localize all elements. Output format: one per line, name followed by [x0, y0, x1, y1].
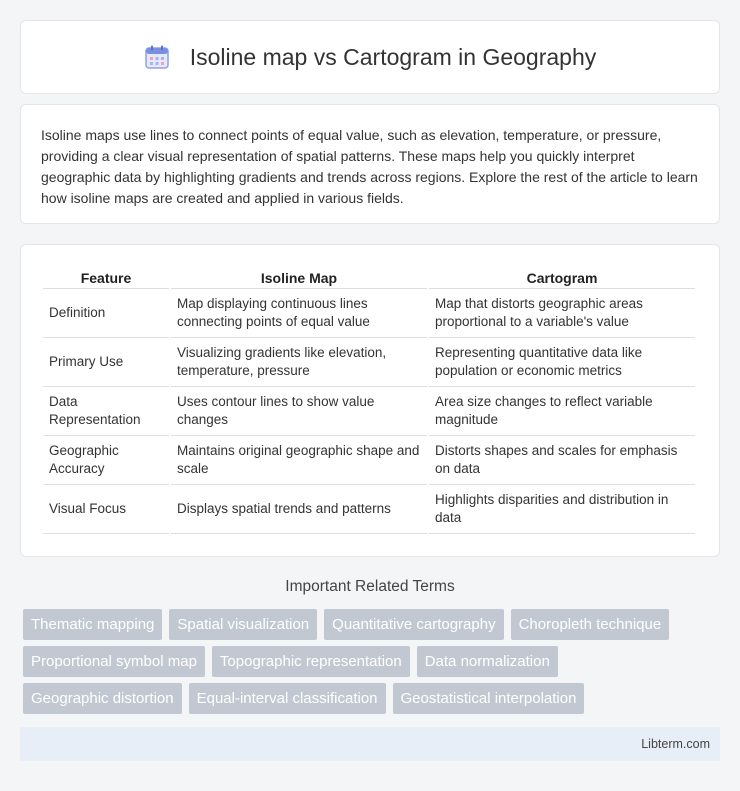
related-term-tag[interactable]: Proportional symbol map — [23, 646, 205, 677]
related-term-tag[interactable]: Equal-interval classification — [189, 683, 386, 714]
table-cell: Map displaying continuous lines connecting points of equal value — [171, 289, 427, 338]
related-term-tag[interactable]: Topographic representation — [212, 646, 410, 677]
footer-site-link[interactable]: Libterm.com — [641, 737, 710, 751]
header-card — [20, 20, 720, 94]
related-term-tag[interactable]: Geographic distortion — [23, 683, 182, 714]
table-cell: Map that distorts geographic areas proportional to a variable's value — [429, 289, 695, 338]
table-cell: Highlights disparities and distribution in data — [429, 485, 695, 534]
column-header-cartogram: Cartogram — [429, 267, 695, 289]
table-row — [43, 289, 695, 338]
related-terms-list — [23, 609, 723, 720]
table-header-row — [43, 267, 695, 289]
table-cell: Geographic Accuracy — [43, 436, 169, 485]
table-cell: Displays spatial trends and patterns — [171, 485, 427, 534]
related-term-tag[interactable]: Data normalization — [417, 646, 558, 677]
intro-card — [20, 104, 720, 224]
table-row — [43, 485, 695, 534]
footer-bar — [20, 727, 720, 761]
related-term-tag[interactable]: Geostatistical interpolation — [393, 683, 585, 714]
table-row — [43, 387, 695, 436]
related-terms-title: Important Related Terms — [285, 578, 455, 595]
related-term-tag[interactable]: Thematic mapping — [23, 609, 162, 640]
table-cell: Uses contour lines to show value changes — [171, 387, 427, 436]
page-title: Isoline map vs Cartogram in Geography — [189, 43, 597, 70]
table-cell: Definition — [43, 289, 169, 338]
table-cell: Visual Focus — [43, 485, 169, 534]
table-row — [43, 436, 695, 485]
comparison-table-card — [20, 244, 720, 557]
column-header-feature: Feature — [43, 267, 169, 289]
related-term-tag[interactable]: Spatial visualization — [169, 609, 317, 640]
related-term-tag[interactable]: Choropleth technique — [511, 609, 670, 640]
table-cell: Area size changes to reflect variable magnitude — [429, 387, 695, 436]
table-cell: Data Representation — [43, 387, 169, 436]
comparison-table — [41, 267, 697, 534]
table-cell: Representing quantitative data like population or economic metrics — [429, 338, 695, 387]
table-cell: Maintains original geographic shape and scale — [171, 436, 427, 485]
table-cell: Primary Use — [43, 338, 169, 387]
intro-paragraph: Isoline maps use lines to connect points of equal value, such as elevation, temperature, or pressure, providing a clear visual representation of spatial patterns. These maps help you quickly interpret geographic data by highlighting gradients and trends across regions. Explore the rest of the article to learn how isoline maps are created and applied in various fields. — [41, 127, 698, 206]
column-header-isoline: Isoline Map — [171, 267, 427, 289]
calendar-icon — [144, 44, 170, 70]
table-row — [43, 338, 695, 387]
related-term-tag[interactable]: Quantitative cartography — [324, 609, 503, 640]
table-cell: Visualizing gradients like elevation, temperature, pressure — [171, 338, 427, 387]
table-cell: Distorts shapes and scales for emphasis on data — [429, 436, 695, 485]
